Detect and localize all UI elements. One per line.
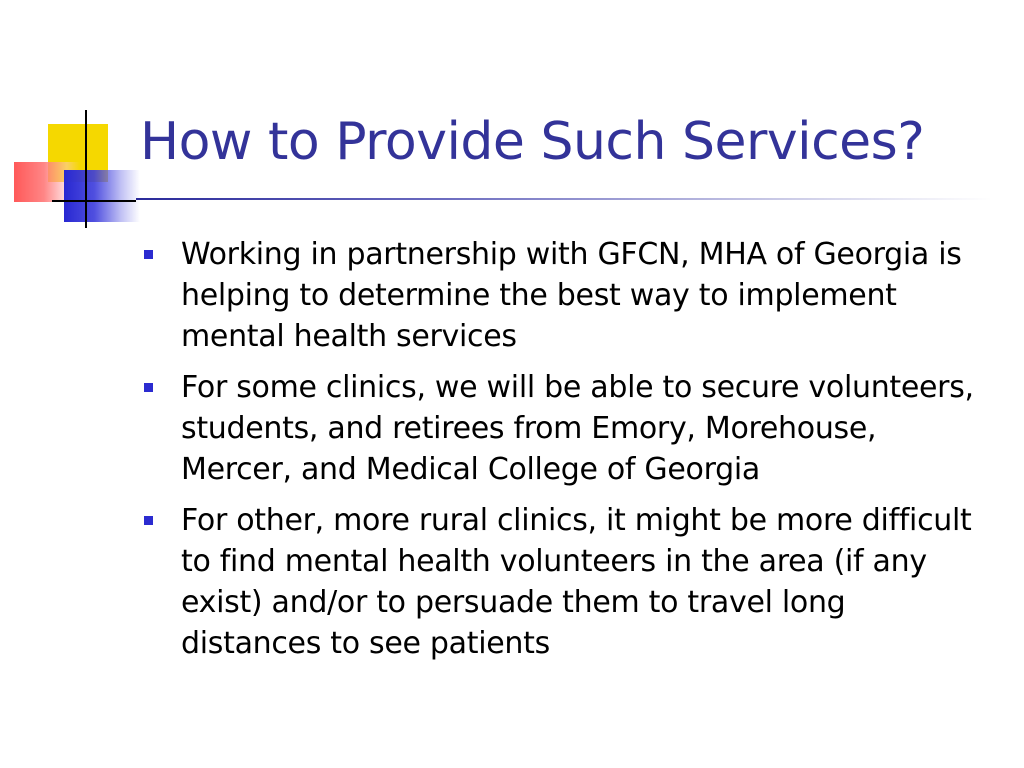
horizontal-line xyxy=(52,200,136,202)
decorative-logo xyxy=(0,100,140,230)
bullet-text: For other, more rural clinics, it might be more difficult to find mental health volunteers in the area (if any exist) and/or to persuade them to travel long distances to see patients xyxy=(181,503,972,661)
square-bullet-icon xyxy=(144,250,153,259)
bullet-text: Working in partnership with GFCN, MHA of Georgia is helping to determine the best way to implement mental health services xyxy=(181,237,962,354)
bullet-item xyxy=(144,500,994,664)
bullet-list xyxy=(144,234,994,674)
square-bullet-icon xyxy=(144,383,153,392)
bullet-item xyxy=(144,367,994,490)
bullet-text: For some clinics, we will be able to secure volunteers, students, and retirees from Emory, Morehouse, Mercer, and Medical College of Georgia xyxy=(181,370,974,487)
bullet-item xyxy=(144,234,994,357)
square-bullet-icon xyxy=(144,516,153,525)
blue-square xyxy=(64,170,140,222)
title-underline xyxy=(136,198,992,200)
slide-title: How to Provide Such Services? xyxy=(140,112,925,172)
vertical-line xyxy=(85,110,87,228)
